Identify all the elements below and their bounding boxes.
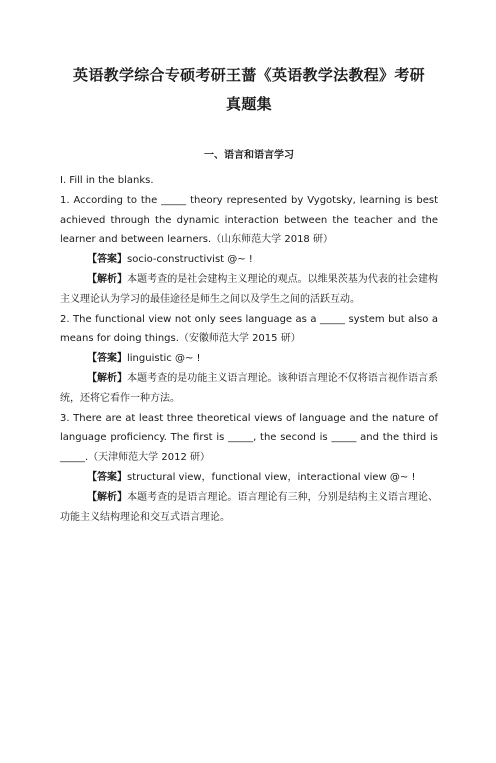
explanation-label: 【解析】 bbox=[87, 273, 128, 285]
question-1: 1. According to the _____ theory represented by Vygotsky, learning is best achieved through the dynamic interaction between the teacher and the learner and between learners.（山东师范大学 2018 研） bbox=[60, 194, 438, 246]
answer-2 bbox=[60, 349, 438, 369]
document-title bbox=[60, 61, 438, 119]
section-title: 一、语言和语言学习 bbox=[204, 150, 294, 161]
answer-label: 【答案】 bbox=[87, 353, 127, 365]
explanation-label: 【解析】 bbox=[87, 372, 128, 384]
title-line-2: 真题集 bbox=[226, 95, 272, 113]
explanation-1 bbox=[60, 270, 438, 310]
explanation-text: 本题考查的是功能主义语言理论。该种语言理论不仅将语言视作语言系统，还将它看作一种方法。 bbox=[60, 372, 439, 404]
answer-label: 【答案】 bbox=[87, 471, 127, 483]
explanation-label: 【解析】 bbox=[87, 491, 128, 503]
answer-3 bbox=[60, 468, 438, 488]
title-line-1: 英语教学综合专硕考研王蔷《英语教学法教程》考研 bbox=[73, 66, 425, 84]
answer-1 bbox=[60, 250, 438, 270]
explanation-text: 本题考查的是社会建构主义理论的观点。以维果茨基为代表的社会建构主义理论认为学习的最佳途径是师生之间以及学生之间的活跃互动。 bbox=[60, 273, 439, 305]
explanation-text: 本题考查的是语言理论。语言理论有三种，分别是结构主义语言理论、功能主义结构理论和交互式语言理论。 bbox=[60, 491, 439, 523]
answer-text: linguistic @~ ! bbox=[127, 353, 201, 365]
answer-text: socio-constructivist @~ ! bbox=[127, 254, 253, 266]
explanation-3 bbox=[60, 488, 438, 528]
answer-text: structural view，functional view，interactional view @~ ! bbox=[127, 471, 416, 483]
explanation-2 bbox=[60, 369, 438, 409]
answer-label: 【答案】 bbox=[87, 254, 127, 266]
question-2: 2. The functional view not only sees language as a _____ system but also a means for doing things.（安徽师范大学 2015 研） bbox=[60, 313, 438, 345]
document-page bbox=[0, 61, 496, 763]
part-heading: Ⅰ. Fill in the blanks. bbox=[60, 175, 154, 186]
question-3: 3. There are at least three theoretical views of language and the nature of language proficiency. The first is _____, the second is _____ and the third is _____.（天津师范大学 2012 研） bbox=[60, 412, 438, 464]
